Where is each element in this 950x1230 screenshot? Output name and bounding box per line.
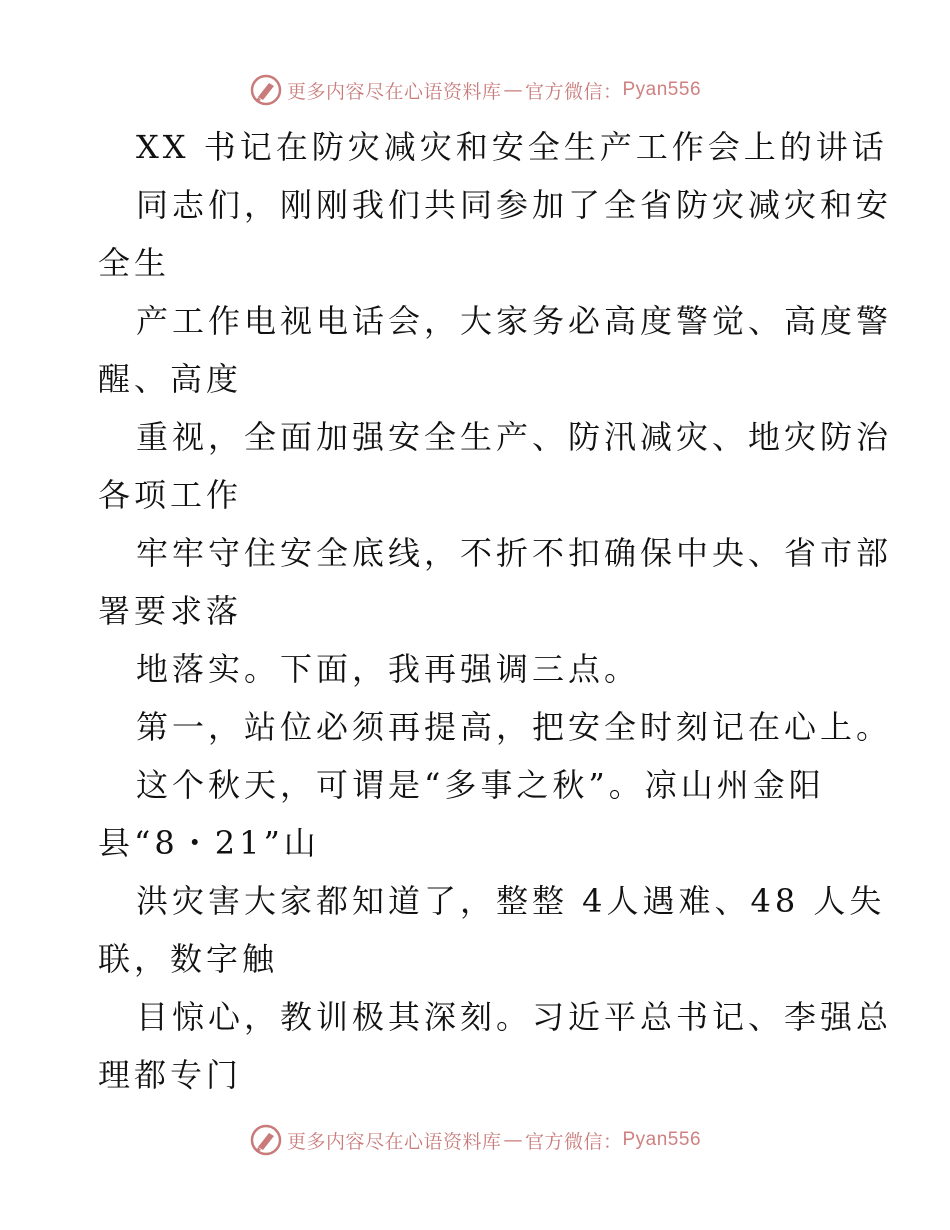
watermark-wechat-id: Pyan556 xyxy=(622,1129,702,1150)
pen-nib-logo-icon xyxy=(249,73,283,107)
text-line: 第一，站位必须再提高，把安全时刻记在心上。 xyxy=(136,708,893,746)
text-line: 牢牢守住安全底线，不折不扣确保中央、省市部 xyxy=(136,534,893,572)
text-line: 洪灾害大家都知道了，整整 4人遇难、48 人失 xyxy=(136,882,886,920)
text-line: 重视，全面加强安全生产、防汛减灾、地灾防治 xyxy=(136,418,893,456)
footer-watermark xyxy=(0,1120,950,1160)
watermark-wechat-label: 官方微信： xyxy=(524,80,623,103)
text-line: 全生 xyxy=(98,244,171,282)
text-line: 署要求落 xyxy=(98,592,243,630)
pen-nib-logo-icon xyxy=(249,1123,283,1157)
watermark-main-text: 更多内容尽在心语资料库 xyxy=(286,1130,502,1153)
header-watermark xyxy=(0,70,950,110)
text-line: 目惊心，教训极其深刻。习近平总书记、李强总 xyxy=(136,998,893,1036)
text-line: 各项工作 xyxy=(98,476,243,514)
watermark-wechat-label: 官方微信： xyxy=(524,1130,623,1153)
text-line: 这个秋天，可谓是“多事之秋”。凉山州金阳 xyxy=(136,766,825,804)
text-line: 产工作电视电话会，大家务必高度警觉、高度警 xyxy=(136,302,893,340)
text-line: 地落实。下面，我再强调三点。 xyxy=(136,650,641,688)
watermark-separator: — xyxy=(503,1129,523,1151)
text-line: 县“8・21”山 xyxy=(98,824,320,862)
watermark-wechat-id: Pyan556 xyxy=(622,79,702,100)
text-line: 理都专门 xyxy=(98,1056,243,1094)
text-line: 醒、高度 xyxy=(98,360,243,398)
watermark-separator: — xyxy=(503,79,523,101)
document-title: XX 书记在防灾减灾和安全生产工作会上的讲话 xyxy=(136,128,888,166)
document-body xyxy=(98,118,893,1104)
text-line: 同志们，刚刚我们共同参加了全省防灾减灾和安 xyxy=(136,186,893,224)
watermark-main-text: 更多内容尽在心语资料库 xyxy=(286,80,502,103)
text-line: 联，数字触 xyxy=(98,940,279,978)
